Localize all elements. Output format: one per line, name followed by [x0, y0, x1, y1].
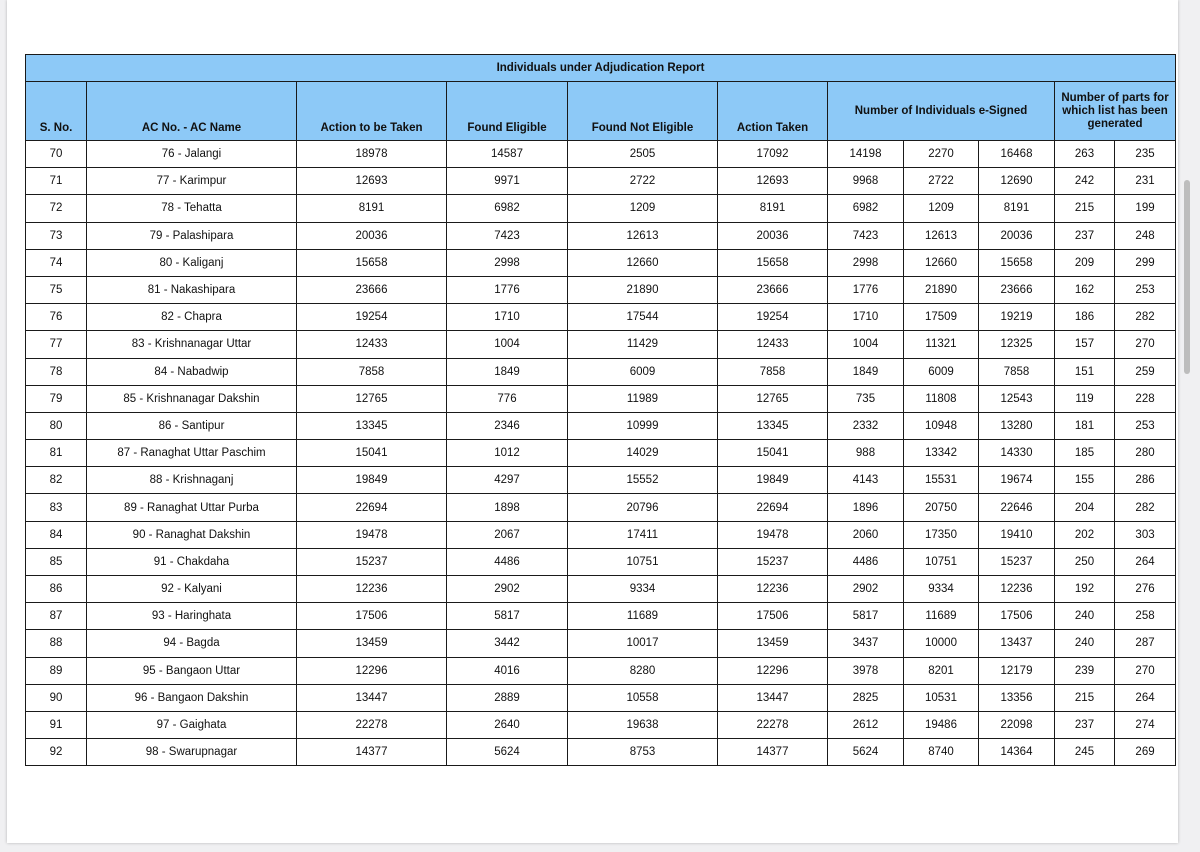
table-cell: 87 - Ranaghat Uttar Paschim — [87, 440, 297, 467]
table-cell: 83 - Krishnanagar Uttar — [87, 331, 297, 358]
table-cell: 19849 — [297, 467, 447, 494]
table-cell: 3437 — [828, 630, 904, 657]
table-cell: 9971 — [447, 168, 568, 195]
table-cell: 1776 — [447, 276, 568, 303]
table-cell: 91 - Chakdaha — [87, 548, 297, 575]
report-body — [26, 141, 1176, 766]
table-row — [26, 684, 1176, 711]
table-cell: 20036 — [718, 222, 828, 249]
table-cell: 1012 — [447, 440, 568, 467]
table-cell: 12613 — [904, 222, 979, 249]
table-cell: 237 — [1055, 222, 1115, 249]
table-cell: 8740 — [904, 739, 979, 766]
table-cell: 13447 — [718, 684, 828, 711]
table-cell: 2332 — [828, 412, 904, 439]
table-cell: 3442 — [447, 630, 568, 657]
table-cell: 6009 — [904, 358, 979, 385]
table-cell: 17506 — [297, 603, 447, 630]
table-cell: 1004 — [447, 331, 568, 358]
table-cell: 4486 — [447, 548, 568, 575]
table-cell: 93 - Haringhata — [87, 603, 297, 630]
table-cell: 22098 — [979, 711, 1055, 738]
table-cell: 13280 — [979, 412, 1055, 439]
document-page — [7, 0, 1178, 843]
table-cell: 91 — [26, 711, 87, 738]
table-cell: 192 — [1055, 576, 1115, 603]
table-cell: 185 — [1055, 440, 1115, 467]
table-cell: 2722 — [568, 168, 718, 195]
table-cell: 79 - Palashipara — [87, 222, 297, 249]
table-cell: 77 - Karimpur — [87, 168, 297, 195]
table-cell: 274 — [1115, 711, 1176, 738]
table-cell: 258 — [1115, 603, 1176, 630]
table-row — [26, 331, 1176, 358]
table-cell: 299 — [1115, 249, 1176, 276]
table-cell: 14377 — [297, 739, 447, 766]
table-cell: 19478 — [297, 521, 447, 548]
table-cell: 15237 — [718, 548, 828, 575]
table-cell: 2998 — [828, 249, 904, 276]
table-cell: 12660 — [568, 249, 718, 276]
table-row — [26, 603, 1176, 630]
table-cell: 74 — [26, 249, 87, 276]
report-title: Individuals under Adjudication Report — [26, 55, 1176, 82]
table-cell: 70 — [26, 141, 87, 168]
header-action-to-be-taken: Action to be Taken — [297, 82, 447, 141]
table-row — [26, 358, 1176, 385]
table-cell: 17509 — [904, 304, 979, 331]
table-cell: 11429 — [568, 331, 718, 358]
header-ac: AC No. - AC Name — [87, 82, 297, 141]
table-cell: 15237 — [297, 548, 447, 575]
table-cell: 215 — [1055, 684, 1115, 711]
table-cell: 20036 — [297, 222, 447, 249]
table-cell: 276 — [1115, 576, 1176, 603]
table-cell: 1004 — [828, 331, 904, 358]
table-row — [26, 440, 1176, 467]
table-cell: 15658 — [979, 249, 1055, 276]
table-cell: 5624 — [828, 739, 904, 766]
table-cell: 19410 — [979, 521, 1055, 548]
table-cell: 14330 — [979, 440, 1055, 467]
table-cell: 81 — [26, 440, 87, 467]
table-cell: 78 - Tehatta — [87, 195, 297, 222]
table-cell: 76 - Jalangi — [87, 141, 297, 168]
table-cell: 231 — [1115, 168, 1176, 195]
table-cell: 98 - Swarupnagar — [87, 739, 297, 766]
table-cell: 1849 — [828, 358, 904, 385]
table-row — [26, 195, 1176, 222]
table-cell: 204 — [1055, 494, 1115, 521]
table-row — [26, 494, 1176, 521]
table-cell: 15658 — [718, 249, 828, 276]
table-cell: 86 — [26, 576, 87, 603]
table-cell: 263 — [1055, 141, 1115, 168]
table-cell: 96 - Bangaon Dakshin — [87, 684, 297, 711]
table-cell: 13459 — [297, 630, 447, 657]
adjudication-report-table — [25, 54, 1176, 766]
table-cell: 17544 — [568, 304, 718, 331]
table-cell: 17506 — [979, 603, 1055, 630]
table-cell: 17092 — [718, 141, 828, 168]
table-cell: 22646 — [979, 494, 1055, 521]
table-cell: 7858 — [718, 358, 828, 385]
table-cell: 12693 — [718, 168, 828, 195]
table-cell: 2060 — [828, 521, 904, 548]
header-esigned: Number of Individuals e-Signed — [828, 82, 1055, 141]
table-cell: 94 - Bagda — [87, 630, 297, 657]
table-cell: 119 — [1055, 385, 1115, 412]
table-cell: 22278 — [297, 711, 447, 738]
table-cell: 19674 — [979, 467, 1055, 494]
table-cell: 86 - Santipur — [87, 412, 297, 439]
table-cell: 71 — [26, 168, 87, 195]
table-cell: 22694 — [297, 494, 447, 521]
table-cell: 186 — [1055, 304, 1115, 331]
table-cell: 73 — [26, 222, 87, 249]
table-cell: 2640 — [447, 711, 568, 738]
table-cell: 1776 — [828, 276, 904, 303]
header-found-not-eligible: Found Not Eligible — [568, 82, 718, 141]
table-cell: 15041 — [718, 440, 828, 467]
table-cell: 776 — [447, 385, 568, 412]
table-cell: 12325 — [979, 331, 1055, 358]
table-cell: 11808 — [904, 385, 979, 412]
table-cell: 12690 — [979, 168, 1055, 195]
table-cell: 4297 — [447, 467, 568, 494]
table-cell: 21890 — [904, 276, 979, 303]
table-cell: 270 — [1115, 331, 1176, 358]
table-cell: 1710 — [447, 304, 568, 331]
table-cell: 2825 — [828, 684, 904, 711]
table-row — [26, 276, 1176, 303]
table-cell: 1896 — [828, 494, 904, 521]
table-cell: 82 — [26, 467, 87, 494]
table-cell: 15658 — [297, 249, 447, 276]
table-cell: 240 — [1055, 630, 1115, 657]
table-cell: 181 — [1055, 412, 1115, 439]
table-cell: 2346 — [447, 412, 568, 439]
table-cell: 15531 — [904, 467, 979, 494]
table-cell: 19478 — [718, 521, 828, 548]
table-row — [26, 304, 1176, 331]
table-cell: 228 — [1115, 385, 1176, 412]
table-cell: 7423 — [447, 222, 568, 249]
table-cell: 9334 — [904, 576, 979, 603]
table-cell: 13459 — [718, 630, 828, 657]
table-cell: 12543 — [979, 385, 1055, 412]
table-cell: 6982 — [828, 195, 904, 222]
table-cell: 7858 — [979, 358, 1055, 385]
table-cell: 8191 — [979, 195, 1055, 222]
table-cell: 735 — [828, 385, 904, 412]
table-cell: 3978 — [828, 657, 904, 684]
table-cell: 17506 — [718, 603, 828, 630]
table-cell: 10017 — [568, 630, 718, 657]
table-row — [26, 521, 1176, 548]
table-cell: 88 - Krishnaganj — [87, 467, 297, 494]
table-cell: 2902 — [828, 576, 904, 603]
table-cell: 988 — [828, 440, 904, 467]
table-cell: 14198 — [828, 141, 904, 168]
table-cell: 242 — [1055, 168, 1115, 195]
table-cell: 17350 — [904, 521, 979, 548]
table-cell: 19849 — [718, 467, 828, 494]
table-cell: 237 — [1055, 711, 1115, 738]
table-cell: 90 - Ranaghat Dakshin — [87, 521, 297, 548]
table-cell: 85 — [26, 548, 87, 575]
table-row — [26, 222, 1176, 249]
table-cell: 10531 — [904, 684, 979, 711]
table-cell: 245 — [1055, 739, 1115, 766]
table-cell: 12236 — [718, 576, 828, 603]
table-row — [26, 168, 1176, 195]
table-cell: 1849 — [447, 358, 568, 385]
table-cell: 4016 — [447, 657, 568, 684]
table-cell: 282 — [1115, 304, 1176, 331]
table-cell: 253 — [1115, 276, 1176, 303]
table-row — [26, 412, 1176, 439]
table-cell: 269 — [1115, 739, 1176, 766]
table-cell: 151 — [1055, 358, 1115, 385]
table-cell: 20036 — [979, 222, 1055, 249]
table-cell: 2505 — [568, 141, 718, 168]
table-cell: 253 — [1115, 412, 1176, 439]
table-cell: 12296 — [718, 657, 828, 684]
table-cell: 10000 — [904, 630, 979, 657]
table-cell: 76 — [26, 304, 87, 331]
table-cell: 202 — [1055, 521, 1115, 548]
table-cell: 15237 — [979, 548, 1055, 575]
table-cell: 14029 — [568, 440, 718, 467]
table-cell: 6982 — [447, 195, 568, 222]
table-row — [26, 467, 1176, 494]
table-cell: 4143 — [828, 467, 904, 494]
table-cell: 12433 — [718, 331, 828, 358]
table-cell: 95 - Bangaon Uttar — [87, 657, 297, 684]
table-cell: 239 — [1055, 657, 1115, 684]
table-cell: 303 — [1115, 521, 1176, 548]
header-parts: Number of parts for which list has been generated — [1055, 82, 1176, 141]
table-cell: 13345 — [718, 412, 828, 439]
table-cell: 92 — [26, 739, 87, 766]
table-cell: 14377 — [718, 739, 828, 766]
table-cell: 1209 — [904, 195, 979, 222]
table-cell: 2612 — [828, 711, 904, 738]
table-cell: 14587 — [447, 141, 568, 168]
table-cell: 1898 — [447, 494, 568, 521]
table-cell: 12433 — [297, 331, 447, 358]
table-cell: 5817 — [828, 603, 904, 630]
table-cell: 12296 — [297, 657, 447, 684]
table-cell: 23666 — [297, 276, 447, 303]
table-cell: 250 — [1055, 548, 1115, 575]
table-cell: 13345 — [297, 412, 447, 439]
table-cell: 287 — [1115, 630, 1176, 657]
table-cell: 1710 — [828, 304, 904, 331]
table-cell: 89 — [26, 657, 87, 684]
table-cell: 13447 — [297, 684, 447, 711]
table-cell: 4486 — [828, 548, 904, 575]
table-cell: 13356 — [979, 684, 1055, 711]
table-cell: 13437 — [979, 630, 1055, 657]
table-cell: 20750 — [904, 494, 979, 521]
table-cell: 248 — [1115, 222, 1176, 249]
table-cell: 8201 — [904, 657, 979, 684]
table-cell: 1209 — [568, 195, 718, 222]
table-cell: 81 - Nakashipara — [87, 276, 297, 303]
table-cell: 97 - Gaighata — [87, 711, 297, 738]
table-cell: 12765 — [297, 385, 447, 412]
table-cell: 5624 — [447, 739, 568, 766]
table-cell: 280 — [1115, 440, 1176, 467]
table-row — [26, 711, 1176, 738]
header-sno: S. No. — [26, 82, 87, 141]
table-cell: 235 — [1115, 141, 1176, 168]
table-cell: 21890 — [568, 276, 718, 303]
table-cell: 90 — [26, 684, 87, 711]
table-cell: 19638 — [568, 711, 718, 738]
table-cell: 19219 — [979, 304, 1055, 331]
table-cell: 7423 — [828, 222, 904, 249]
table-cell: 8191 — [297, 195, 447, 222]
table-cell: 2998 — [447, 249, 568, 276]
table-cell: 10948 — [904, 412, 979, 439]
table-row — [26, 657, 1176, 684]
table-cell: 264 — [1115, 684, 1176, 711]
table-cell: 16468 — [979, 141, 1055, 168]
table-cell: 10999 — [568, 412, 718, 439]
table-cell: 259 — [1115, 358, 1176, 385]
table-row — [26, 141, 1176, 168]
table-cell: 12660 — [904, 249, 979, 276]
table-cell: 88 — [26, 630, 87, 657]
table-cell: 209 — [1055, 249, 1115, 276]
table-cell: 15041 — [297, 440, 447, 467]
table-row — [26, 630, 1176, 657]
table-cell: 12179 — [979, 657, 1055, 684]
table-cell: 270 — [1115, 657, 1176, 684]
table-cell: 78 — [26, 358, 87, 385]
table-cell: 9334 — [568, 576, 718, 603]
table-row — [26, 548, 1176, 575]
table-row — [26, 249, 1176, 276]
table-cell: 2722 — [904, 168, 979, 195]
table-cell: 89 - Ranaghat Uttar Purba — [87, 494, 297, 521]
table-cell: 77 — [26, 331, 87, 358]
scrollbar[interactable] — [1182, 0, 1192, 852]
table-cell: 8280 — [568, 657, 718, 684]
table-cell: 2067 — [447, 521, 568, 548]
table-cell: 22278 — [718, 711, 828, 738]
table-cell: 5817 — [447, 603, 568, 630]
table-cell: 12693 — [297, 168, 447, 195]
table-cell: 286 — [1115, 467, 1176, 494]
table-cell: 23666 — [718, 276, 828, 303]
table-cell: 11689 — [904, 603, 979, 630]
table-cell: 12236 — [297, 576, 447, 603]
table-cell: 2889 — [447, 684, 568, 711]
table-cell: 2270 — [904, 141, 979, 168]
header-found-eligible: Found Eligible — [447, 82, 568, 141]
table-cell: 10751 — [568, 548, 718, 575]
table-cell: 8753 — [568, 739, 718, 766]
table-cell: 80 — [26, 412, 87, 439]
table-cell: 282 — [1115, 494, 1176, 521]
table-cell: 85 - Krishnanagar Dakshin — [87, 385, 297, 412]
table-cell: 157 — [1055, 331, 1115, 358]
table-cell: 72 — [26, 195, 87, 222]
table-cell: 83 — [26, 494, 87, 521]
table-cell: 19486 — [904, 711, 979, 738]
scrollbar-thumb[interactable] — [1184, 180, 1190, 374]
table-cell: 84 — [26, 521, 87, 548]
header-action-taken: Action Taken — [718, 82, 828, 141]
table-cell: 11321 — [904, 331, 979, 358]
table-row — [26, 576, 1176, 603]
table-cell: 2902 — [447, 576, 568, 603]
table-cell: 15552 — [568, 467, 718, 494]
table-cell: 11689 — [568, 603, 718, 630]
table-cell: 6009 — [568, 358, 718, 385]
table-cell: 199 — [1115, 195, 1176, 222]
table-cell: 14364 — [979, 739, 1055, 766]
table-cell: 19254 — [718, 304, 828, 331]
table-cell: 155 — [1055, 467, 1115, 494]
table-cell: 10751 — [904, 548, 979, 575]
table-cell: 82 - Chapra — [87, 304, 297, 331]
table-cell: 22694 — [718, 494, 828, 521]
table-cell: 75 — [26, 276, 87, 303]
table-cell: 23666 — [979, 276, 1055, 303]
table-row — [26, 385, 1176, 412]
table-cell: 87 — [26, 603, 87, 630]
table-cell: 162 — [1055, 276, 1115, 303]
table-cell: 12236 — [979, 576, 1055, 603]
table-cell: 7858 — [297, 358, 447, 385]
table-cell: 12765 — [718, 385, 828, 412]
table-cell: 8191 — [718, 195, 828, 222]
table-cell: 215 — [1055, 195, 1115, 222]
table-cell: 264 — [1115, 548, 1176, 575]
table-row — [26, 739, 1176, 766]
table-cell: 13342 — [904, 440, 979, 467]
table-cell: 79 — [26, 385, 87, 412]
table-cell: 10558 — [568, 684, 718, 711]
table-cell: 11989 — [568, 385, 718, 412]
table-cell: 84 - Nabadwip — [87, 358, 297, 385]
table-cell: 12613 — [568, 222, 718, 249]
table-cell: 92 - Kalyani — [87, 576, 297, 603]
table-cell: 20796 — [568, 494, 718, 521]
table-cell: 17411 — [568, 521, 718, 548]
table-cell: 18978 — [297, 141, 447, 168]
table-cell: 80 - Kaliganj — [87, 249, 297, 276]
table-cell: 19254 — [297, 304, 447, 331]
table-cell: 240 — [1055, 603, 1115, 630]
table-cell: 9968 — [828, 168, 904, 195]
